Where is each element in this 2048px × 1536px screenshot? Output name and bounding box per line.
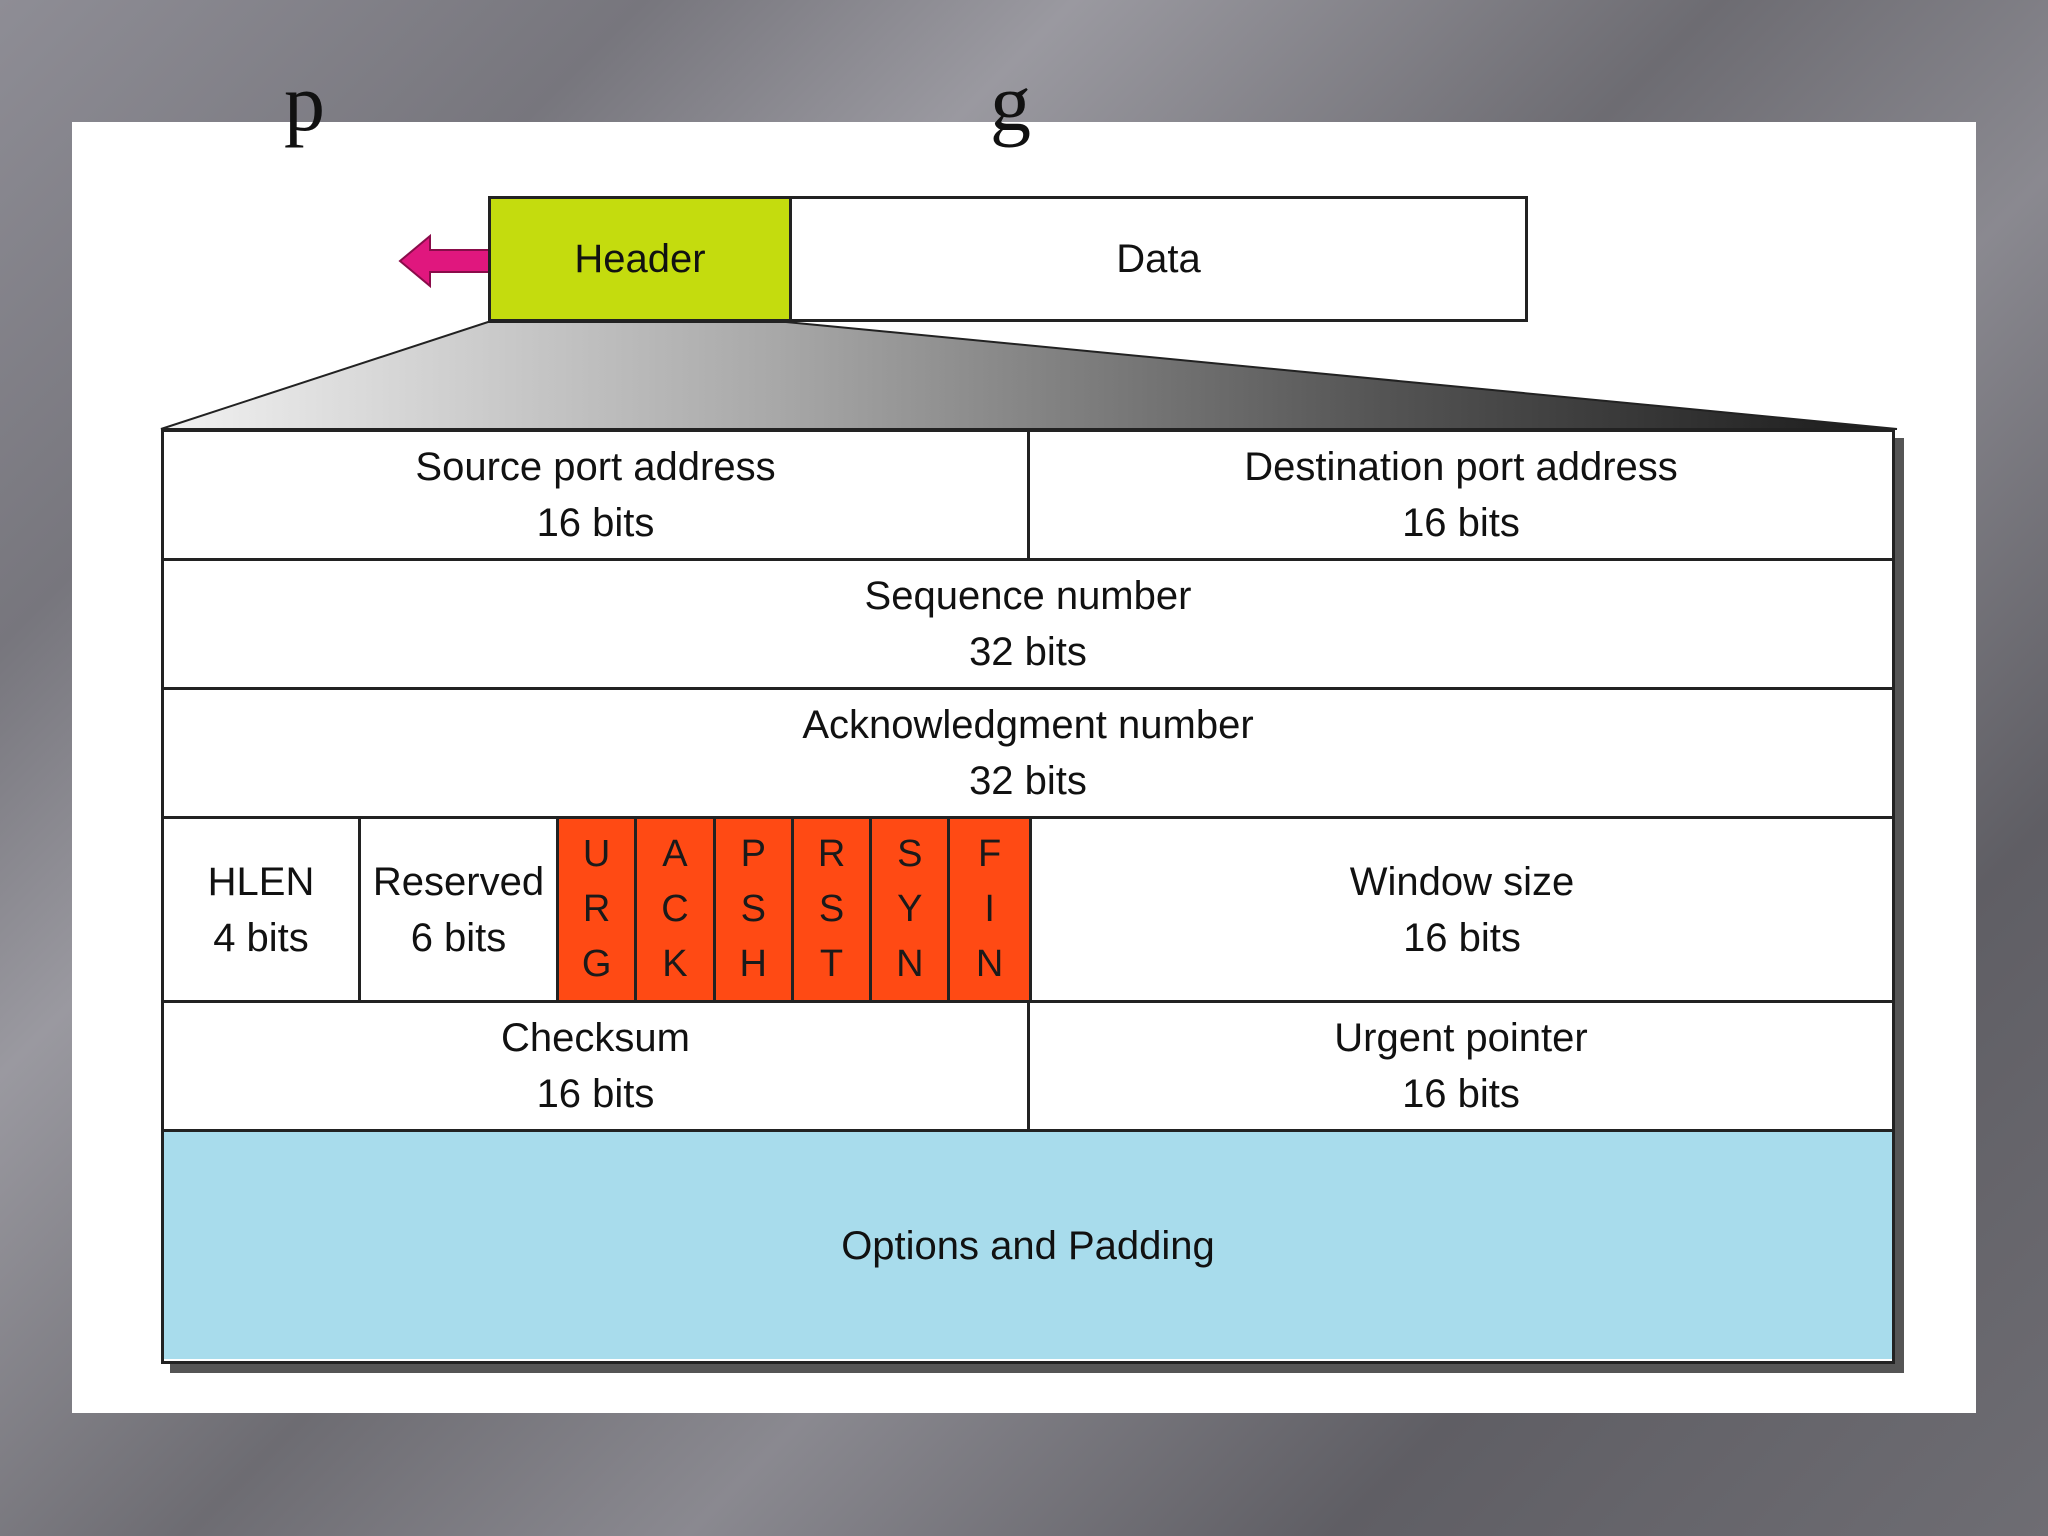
flag-syn [872,819,950,1000]
flag-letter: C [661,888,689,930]
flag-letter: A [662,833,688,875]
tcp-header-format-table [161,429,1895,1364]
field-size: 32 bits [969,630,1087,674]
segment-header-block: Header [491,199,792,319]
flag-letter: S [740,888,766,930]
field-hlen [164,819,361,1000]
field-name: Sequence number [864,574,1192,618]
field-name: Urgent pointer [1334,1016,1588,1060]
flag-psh [716,819,794,1000]
flag-ack [637,819,715,1000]
flag-letter: K [662,943,688,985]
field-window-size [1032,819,1892,1000]
field-size: 32 bits [969,759,1087,803]
field-checksum [164,1003,1030,1129]
field-size: 16 bits [536,501,655,545]
control-flags [559,819,1032,1000]
row-acknowledgment [164,690,1892,819]
field-size: 16 bits [1402,1072,1520,1116]
slide [72,57,1976,1413]
flag-letter: H [739,943,767,985]
field-name: Checksum [501,1016,690,1060]
field-name: HLEN [207,859,315,904]
field-size: 4 bits [213,915,309,960]
field-acknowledgment-number [164,690,1892,816]
flag-letter: U [582,833,611,875]
field-reserved [361,819,559,1000]
flag-letter: T [819,943,844,985]
flag-letter: Y [897,888,923,930]
flag-letter: I [984,888,995,930]
flag-letter: S [897,833,923,875]
field-options-and-padding [164,1132,1892,1359]
left-arrow-icon [398,234,494,288]
field-size: 16 bits [1402,501,1520,545]
field-name: Destination port address [1244,445,1678,489]
row-sequence [164,561,1892,690]
field-name: Window size [1349,859,1575,904]
flag-letter: F [978,833,1002,875]
flag-letter: R [817,833,846,875]
flag-letter: P [740,833,766,875]
field-name: Reserved [372,859,545,904]
field-size: 6 bits [410,915,507,960]
cropped-title-fragment: g [990,57,1031,148]
field-name: Source port address [415,445,776,489]
row-checksum-urgent [164,1003,1892,1132]
flag-letter: R [582,888,611,930]
flag-letter: N [975,943,1004,985]
field-name: Options and Padding [841,1223,1215,1268]
tcp-segment-bar [488,196,1528,322]
field-destination-port [1030,432,1892,558]
field-urgent-pointer [1030,1003,1892,1129]
field-name: Acknowledgment number [802,703,1254,747]
row-ports [164,432,1892,561]
row-control [164,819,1892,1003]
field-source-port [164,432,1030,558]
flag-rst [794,819,872,1000]
flag-letter: G [581,943,612,985]
flag-urg [559,819,637,1000]
field-size: 16 bits [1403,915,1521,960]
flag-letter: S [818,888,845,930]
field-size: 16 bits [536,1072,655,1116]
field-sequence-number [164,561,1892,687]
segment-data-block: Data [792,199,1525,319]
cropped-title-fragment: p [284,57,325,148]
flag-fin [950,819,1028,1000]
flag-letter: N [896,943,924,985]
row-options [164,1132,1892,1359]
